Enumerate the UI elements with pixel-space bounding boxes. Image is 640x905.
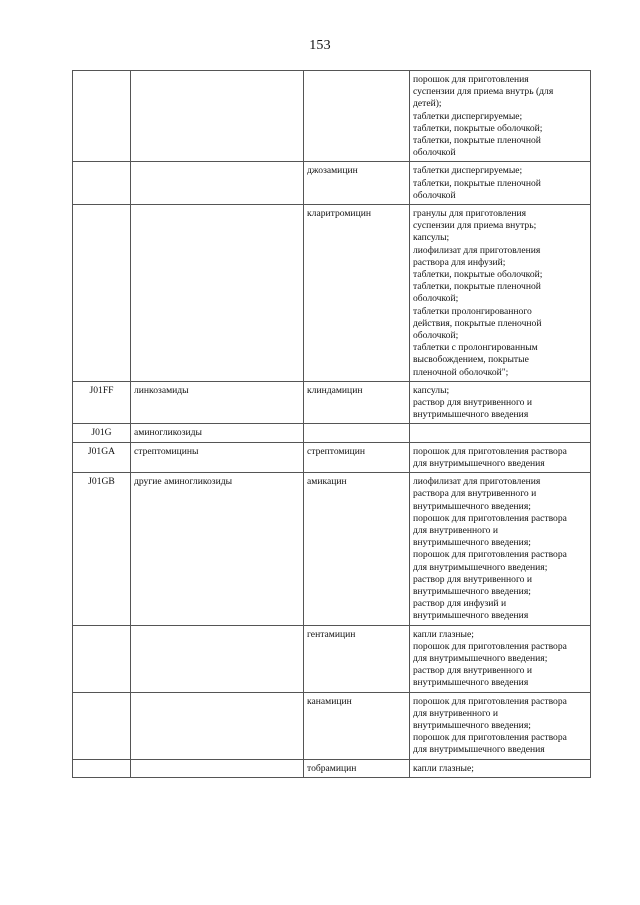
drug-name-cell: стрептомицин (304, 442, 410, 472)
anatomical-group-cell: аминогликозиды (131, 424, 304, 442)
table-row (73, 625, 591, 692)
dosage-form-line: таблетки, покрытые пленочной (413, 177, 541, 189)
dosage-form-line: внутримышечного введения; (413, 500, 531, 512)
table-row (73, 381, 591, 424)
dosage-form-line: таблетки диспергируемые; (413, 165, 523, 177)
dosage-form-line: действия, покрытые пленочной (413, 317, 542, 329)
anatomical-group-cell: другие аминогликозиды (131, 473, 304, 625)
dosage-form-line: внутримышечного введения; (413, 537, 531, 549)
table-row (73, 692, 591, 759)
anatomical-group-cell: линкозамиды (131, 381, 304, 424)
dosage-form-line: таблетки с пролонгированным (413, 342, 538, 354)
dosage-form-line: внутримышечного введения (413, 409, 529, 421)
dosage-form-line: лиофилизат для приготовления (413, 476, 541, 488)
drug-name-cell: тобрамицин (304, 759, 410, 777)
atc-code-cell (73, 162, 131, 205)
dosage-form-line: порошок для приготовления раствора (413, 549, 567, 561)
dosage-form-line: порошок для приготовления раствора (413, 445, 567, 457)
dosage-form-line: внутримышечного введения; (413, 585, 531, 597)
dosage-form-line: оболочкой (413, 189, 456, 201)
drug-name-cell: гентамицин (304, 625, 410, 692)
anatomical-group-cell (131, 162, 304, 205)
dosage-form-line: для внутривенного и (413, 707, 499, 719)
drug-name-cell (304, 71, 410, 162)
table-row (73, 759, 591, 777)
dosage-form-line: внутримышечного введения; (413, 719, 531, 731)
anatomical-group-cell: стрептомицины (131, 442, 304, 472)
dosage-form-line: капсулы; (413, 384, 450, 396)
drug-name-cell: амикацин (304, 473, 410, 625)
dosage-forms-cell (410, 424, 591, 442)
dosage-form-line: раствор для внутривенного и (413, 665, 532, 677)
atc-code-cell (73, 625, 131, 692)
dosage-form-line: таблетки, покрытые оболочкой; (413, 269, 543, 281)
table-body (73, 71, 591, 778)
dosage-form-line: порошок для приготовления (413, 74, 529, 85)
table-row (73, 473, 591, 625)
anatomical-group-cell (131, 71, 304, 162)
drug-name-cell: клиндамицин (304, 381, 410, 424)
dosage-form-line: раствор для внутривенного и (413, 573, 532, 585)
drug-name-cell: джозамицин (304, 162, 410, 205)
dosage-form-line: суспензии для приема внутрь; (413, 220, 537, 232)
dosage-form-line: для внутривенного и (413, 524, 499, 536)
atc-code-cell (73, 692, 131, 759)
dosage-form-line: оболочкой; (413, 293, 459, 305)
dosage-form-line: таблетки пролонгированного (413, 305, 532, 317)
dosage-form-line: пленочной оболочкой"; (413, 366, 509, 378)
atc-code-cell (73, 205, 131, 382)
dosage-form-line: раствора для внутривенного и (413, 488, 537, 500)
atc-code-cell: J01G (73, 424, 131, 442)
dosage-form-line: внутримышечного введения (413, 610, 529, 622)
table-row (73, 442, 591, 472)
dosage-forms-cell (410, 381, 591, 424)
table-row (73, 71, 591, 162)
dosage-form-line: порошок для приготовления раствора (413, 512, 567, 524)
table-row (73, 162, 591, 205)
dosage-form-line: суспензии для приема внутрь (для (413, 86, 554, 98)
anatomical-group-cell (131, 625, 304, 692)
atc-code-cell (73, 71, 131, 162)
drug-name-cell: кларитромицин (304, 205, 410, 382)
dosage-form-line: оболочкой (413, 147, 456, 159)
dosage-forms-cell (410, 71, 591, 162)
dosage-forms-cell (410, 205, 591, 382)
dosage-form-line: порошок для приготовления раствора (413, 732, 567, 744)
dosage-forms-cell (410, 473, 591, 625)
anatomical-group-cell (131, 205, 304, 382)
dosage-forms-cell (410, 442, 591, 472)
dosage-form-line: раствор для инфузий и (413, 598, 507, 610)
dosage-form-line: оболочкой; (413, 330, 459, 342)
atc-code-cell: J01GA (73, 442, 131, 472)
dosage-form-line: таблетки, покрытые пленочной (413, 281, 541, 293)
dosage-forms-cell (410, 625, 591, 692)
atc-code-cell (73, 759, 131, 777)
dosage-form-line: таблетки, покрытые оболочкой; (413, 122, 543, 134)
dosage-forms-cell (410, 692, 591, 759)
dosage-form-line: порошок для приготовления раствора (413, 640, 567, 652)
dosage-form-line: капли глазные; (413, 628, 474, 640)
page-number: 153 (309, 38, 331, 53)
atc-code-cell: J01GB (73, 473, 131, 625)
dosage-form-line: для внутримышечного введения; (413, 561, 548, 573)
dosage-form-line: лиофилизат для приготовления (413, 244, 541, 256)
dosage-form-line: внутримышечного введения (413, 677, 529, 689)
drug-table (72, 70, 591, 778)
dosage-form-line: для внутримышечного введения (413, 457, 545, 469)
dosage-form-line: гранулы для приготовления (413, 208, 527, 220)
dosage-form-line: раствора для инфузий; (413, 256, 506, 268)
dosage-form-line: раствор для внутривенного и (413, 397, 532, 409)
dosage-form-line: для внутримышечного введения; (413, 652, 548, 664)
dosage-form-line: таблетки диспергируемые; (413, 110, 523, 122)
drug-name-cell: канамицин (304, 692, 410, 759)
dosage-form-line: капли глазные; (413, 762, 474, 774)
table-row (73, 205, 591, 382)
atc-code-cell: J01FF (73, 381, 131, 424)
dosage-form-line: детей); (413, 98, 442, 110)
drug-name-cell (304, 424, 410, 442)
dosage-form-line: для внутримышечного введения (413, 744, 545, 756)
anatomical-group-cell (131, 759, 304, 777)
table-row (73, 424, 591, 442)
dosage-forms-cell (410, 162, 591, 205)
dosage-form-line: порошок для приготовления раствора (413, 695, 567, 707)
dosage-form-line: капсулы; (413, 232, 450, 244)
dosage-form-line: таблетки, покрытые пленочной (413, 135, 541, 147)
dosage-form-line: высвобождением, покрытые (413, 354, 529, 366)
anatomical-group-cell (131, 692, 304, 759)
dosage-forms-cell (410, 759, 591, 777)
